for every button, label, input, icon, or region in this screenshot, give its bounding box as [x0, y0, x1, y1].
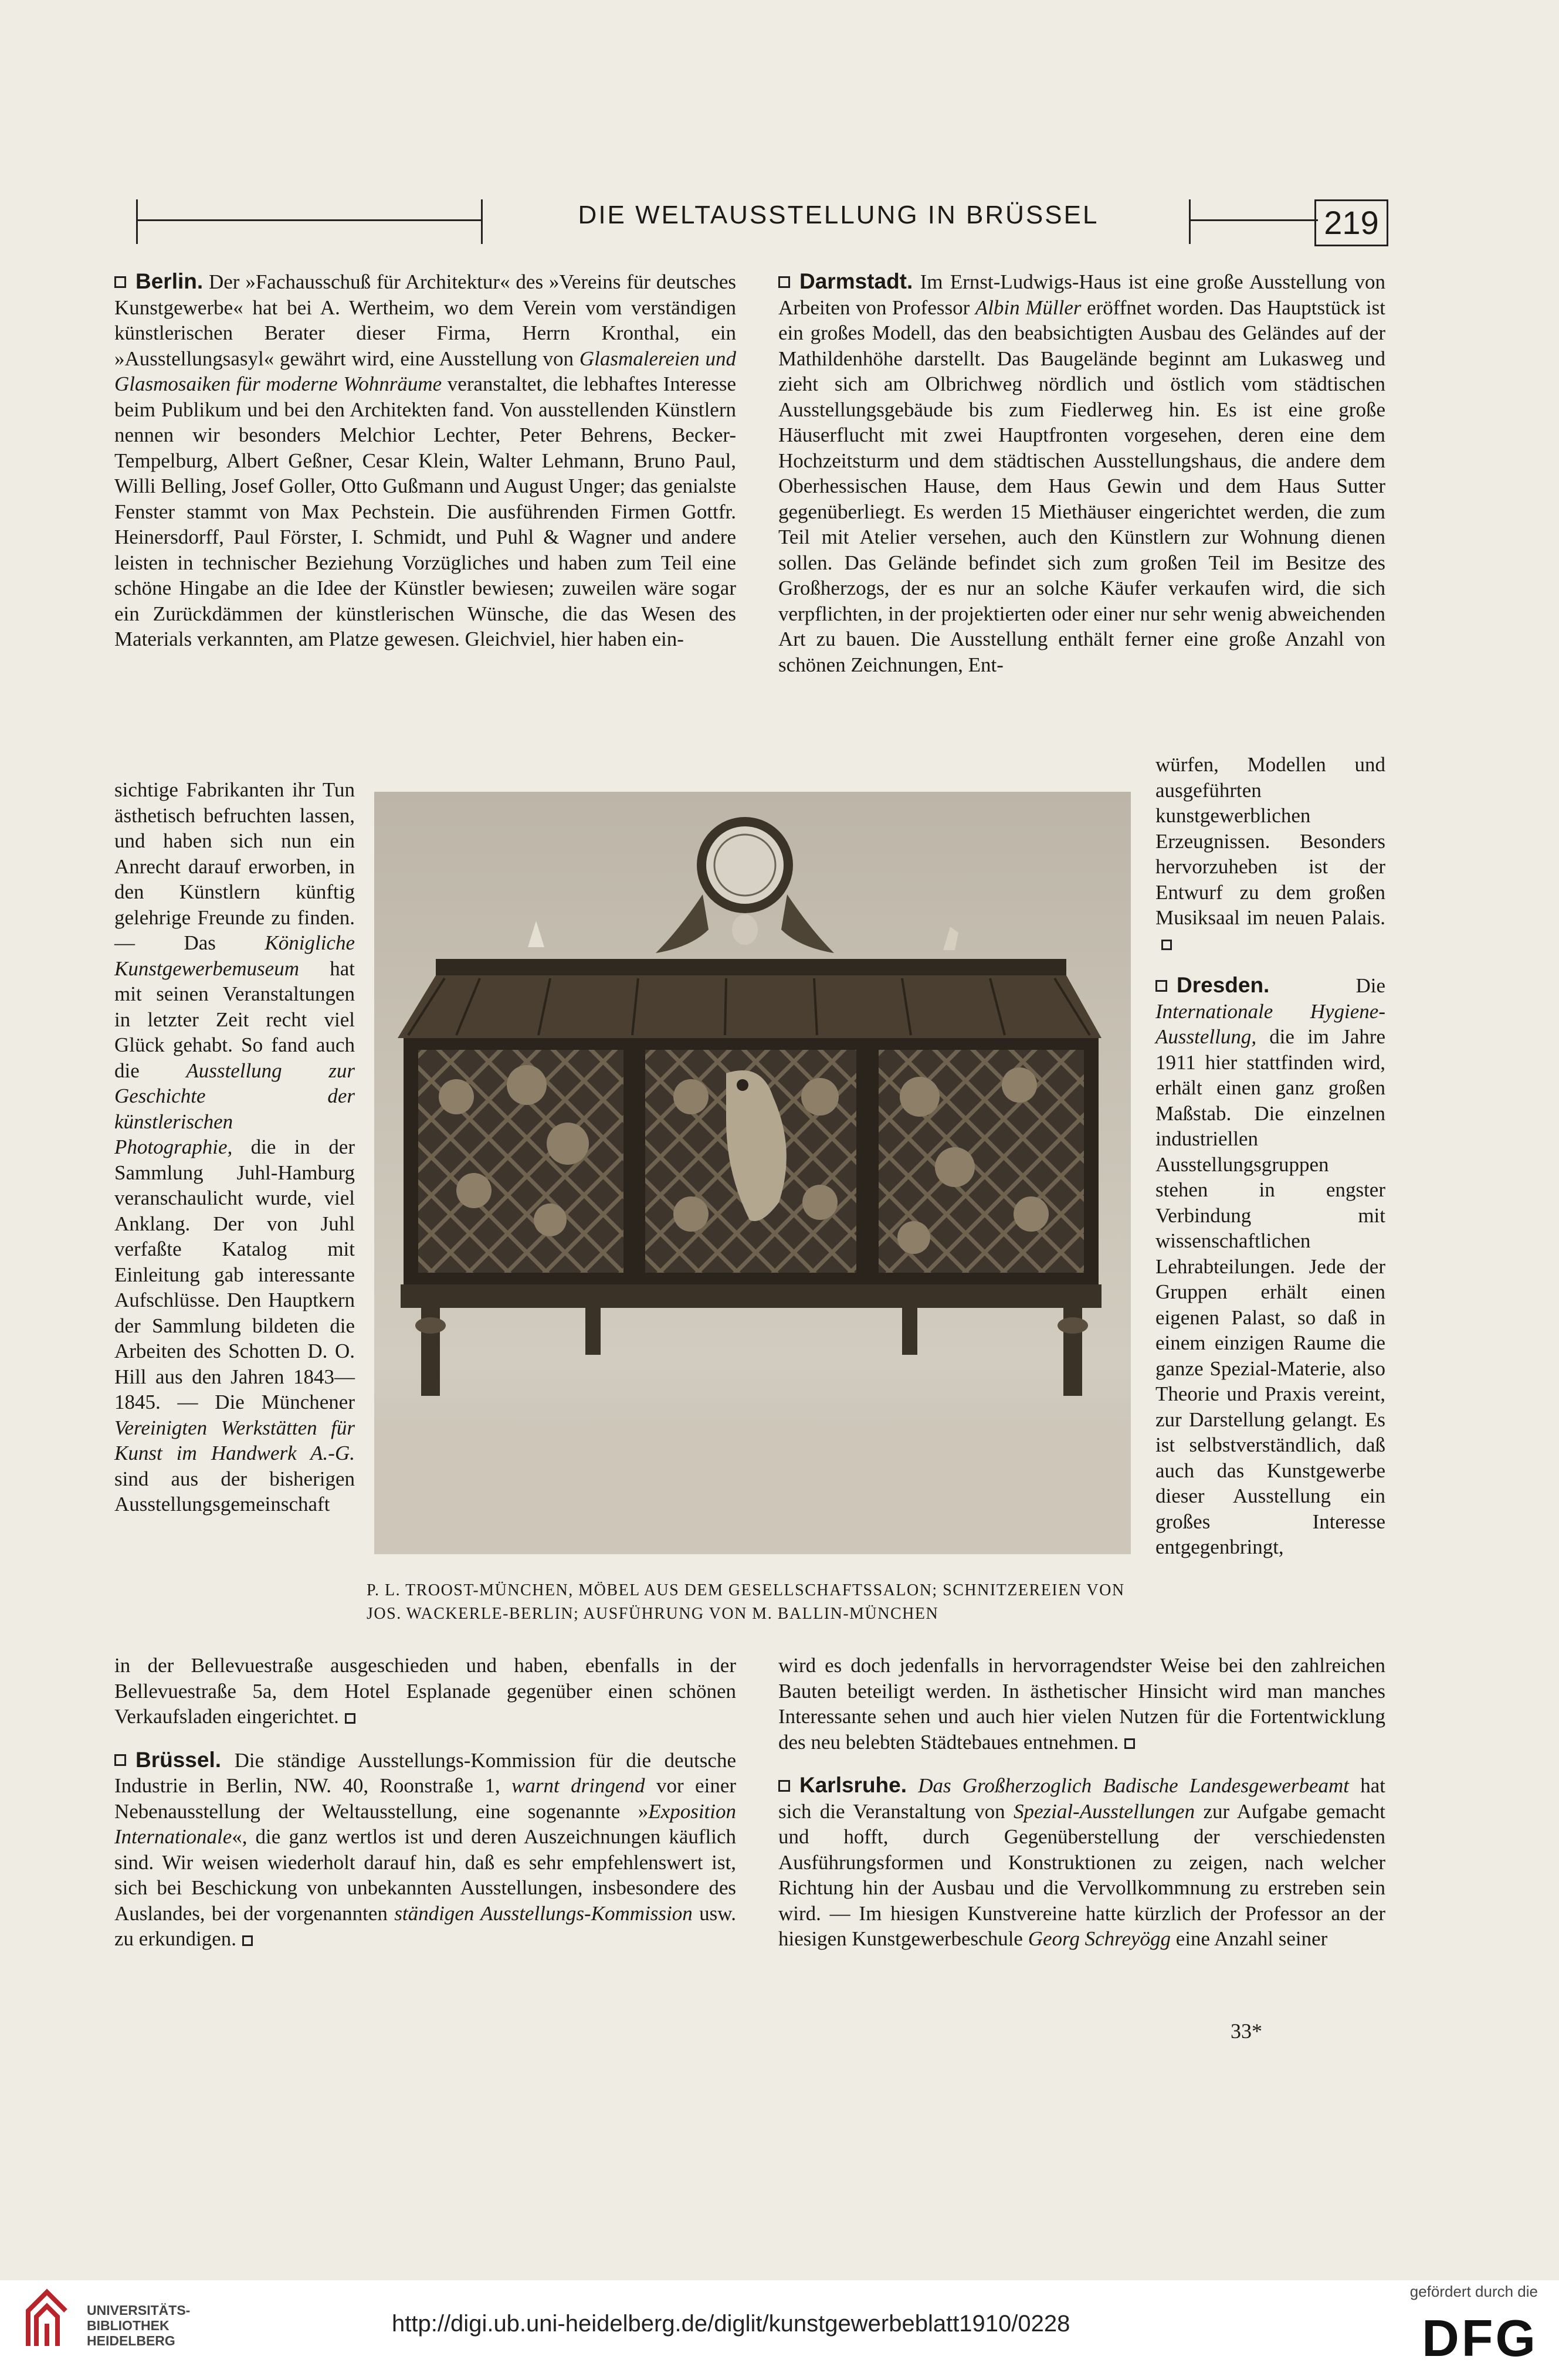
section-marker-icon: [1155, 980, 1167, 992]
funding-note: gefördert durch die: [1409, 2283, 1538, 2300]
emphasis-text: Albin Müller: [975, 296, 1082, 319]
emphasis-text: Vereinigten Werkstätten für Kunst im Handwerk A.-G.: [114, 1416, 355, 1464]
digitization-footer: [0, 2280, 1559, 2380]
emphasis-text: Das Großherzoglich Badische Landesgewerbeamt: [918, 1774, 1350, 1797]
column-left-narrow: [114, 777, 355, 1517]
paragraph-text: die in der Sammlung Juhl-Hamburg veranschaulicht wurde, viel Anklang. Der von Juhl verfaßte Katalog mit Einleitung gab interessante Aufschlüsse. Den Hauptkern der Sammlung bildeten die Arbeiten des Schotten D. O. Hill aus den Jahren 1843—1845. — Die Münchener: [114, 1135, 355, 1413]
library-name-line: UNIVERSITÄTS-: [87, 2303, 191, 2318]
section-heading-bruessel: Brüssel.: [135, 1747, 222, 1772]
library-name-line: BIBLIOTHEK: [87, 2318, 170, 2333]
paragraph-text: Die ständige Ausstellungs-Kommission für die deutsche Industrie in Berlin, NW. 40, Roonstraße 1,: [114, 1748, 736, 1797]
signature-mark: 33*: [1231, 2019, 1262, 2043]
header-rule-bar: [481, 199, 483, 244]
library-name-line: HEIDELBERG: [87, 2333, 175, 2348]
section-end-icon: [242, 1935, 253, 1946]
paragraph-text: veranstaltet, die lebhaftes Interesse beim Publikum und bei den Architekten fand. Von ausstellenden Künstlern nennen wir besonders Melchior Lechter, Peter Behrens, Becker-Tempelburg, Albert Geßner, Cesar Klein, Walter Lehmann, Bruno Paul, Willi Belling, Josef Goller, Otto Gußmann und August Unger; das genialste Fenster stammt von Max Pechstein. Die ausführenden Firmen Gottfr. Heinersdorff, Paul Förster, I. Schmidt, und Puhl & Wagner und andere leisten in technischer Beziehung Vorzügliches und haben zum Teil eine schöne Hingabe an die Idee der Künstler bewiesen; zuweilen wäre sogar ein Zurückdämmen der künstlerischen Wünsche, die das Wesen des Materials verkannten, am Platze gewesen. Gleichviel, hier haben ein-: [114, 372, 737, 650]
paragraph-text: würfen, Modellen und ausgeführten kunstgewerblichen Erzeugnissen. Besonders hervorzuheben ist der Entwurf zu dem großen Musiksaal im neuen Palais.: [1155, 753, 1385, 929]
paragraph-text: vor einer Nebenausstellung der Weltausstellung, eine sogenannte »: [114, 1774, 737, 1823]
university-library-logo-icon: [22, 2287, 72, 2351]
emphasis-text: Ausstellung zur Geschichte der künstlerischen Photographie,: [114, 1059, 355, 1158]
permalink-url[interactable]: http://digi.ub.uni-heidelberg.de/diglit/kunstgewerbeblatt1910/0228: [392, 2311, 1070, 2337]
section-heading-dresden: Dresden.: [1177, 973, 1270, 997]
section-heading-karlsruhe: Karlsruhe.: [799, 1773, 907, 1797]
section-marker-icon: [778, 276, 790, 288]
paragraph-text: zur Aufgabe gemacht und hofft, durch Gegenüberstellung der verschiedensten Ausführungsformen und Konstruktionen zu zeigen, nach welcher Richtung hin der Ausbau und die Vervollkommnung zu erstreben sein wird. — Im hiesigen Kunstvereine hatte kürzlich der Professor an der hiesigen Kunstgewerbeschule: [778, 1799, 1386, 1950]
section-end-icon: [345, 1713, 355, 1724]
emphasis-text: Georg Schreyögg: [1028, 1927, 1171, 1950]
emphasis-text: Exposition Internationale: [114, 1799, 736, 1848]
paragraph-text: hat mit seinen Veranstaltungen in letzter Zeit recht viel Glück gehabt. So fand auch die: [114, 957, 355, 1082]
section-marker-icon: [778, 1780, 790, 1792]
paragraph-text: eröffnet worden. Das Hauptstück ist ein großes Modell, das den beabsichtigten Ausbau des Geländes auf der Mathildenhöhe darstellt. Das Baugelände beginnt am Lukasweg und zieht sich am Olbrichweg nördlich und östlich vom städtischen Ausstellungsgebäude bis zum Fiedlerweg hin. Es ist eine große Häuserflucht mit zwei Hauptfronten vorgesehen, deren eine dem Hochzeitsturm und dem städtischen Ausstellungshaus, die andere dem Oberhessischen Hause, dem Haus Gewin und dem Haus Sutter gegenüberliegt. Es werden 15 Miethäuser eingerichtet werden, die zum Teil mit Atelier versehen, auch den Künstlern zur Wohnung dienen sollen. Das Gelände befindet sich zum großen Teil im Besitze des Großherzogs, der es nur an solche Käufer verkaufen wird, die sich verpflichten, in der projektierten oder einer nur sehr wenig abweichenden Art zu bauen. Die Ausstellung enthält ferner eine große Anzahl von schönen Zeichnungen, Ent-: [778, 296, 1386, 676]
column-right-bottom: [778, 1653, 1385, 1952]
paragraph-text: eine Anzahl seiner: [1175, 1927, 1328, 1950]
paragraph-text: usw. zu erkundigen.: [114, 1901, 737, 1950]
paragraph-text: sind aus der bisherigen Ausstellungsgemeinschaft: [114, 1467, 355, 1516]
section-marker-icon: [114, 276, 126, 288]
emphasis-text: ständigen Ausstellungs-Kommission: [394, 1901, 693, 1925]
header-rule-left: [136, 219, 482, 221]
paragraph-text: die im Jahre 1911 hier stattfinden wird, erhält einen ganz großen Maßstab. Die einzelnen industriellen Ausstellungsgruppen stehen in engster Verbindung mit wissenschaftlichen Lehrabteilungen. Jede der Gruppen erhält einen eigenen Palast, so daß in einem einzigen Raume die ganze Spezial-Materie, also Theorie und Praxis vereint, zur Darstellung gelangt. Es ist selbstverständlich, daß auch das Kunstgewerbe dieser Ausstellung ein großes Interesse entgegenbringt,: [1155, 1025, 1385, 1558]
column-right-top: [778, 269, 1385, 677]
sideboard-illustration: [374, 792, 1131, 1554]
figure-caption: P. L. TROOST-MÜNCHEN, MÖBEL AUS DEM GESELLSCHAFTSSALON; SCHNITZEREIEN VON JOS. WACKERLE-BERLIN; AUSFÜHRUNG VON M. BALLIN-MÜNCHEN: [367, 1581, 1125, 1623]
section-end-icon: [1124, 1738, 1135, 1749]
dfg-logo: DFG: [1422, 2309, 1538, 2367]
section-end-icon: [1161, 940, 1172, 950]
paragraph-text: Die: [1355, 974, 1385, 997]
page-number: 219: [1314, 199, 1388, 246]
running-header: [136, 195, 1388, 248]
furniture-photograph: [374, 792, 1131, 1554]
section-heading-berlin: Berlin.: [135, 269, 204, 293]
column-left-bottom: [114, 1653, 736, 1952]
section-marker-icon: [114, 1754, 126, 1766]
running-title: DIE WELTAUSSTELLUNG IN BRÜSSEL: [578, 201, 1099, 229]
paragraph-text: «, die ganz wertlos ist und deren Auszeichnungen käuflich sind. Wir weisen wiederholt darauf hin, daß es sehr empfehlenswert ist, sich bei Beschickung von unbekannten Ausstellungen, insbesondere des Auslandes, bei der vorgenannten: [114, 1825, 736, 1925]
paragraph-text: Der »Fachausschuß für Architektur« des »Vereins für deutsches Kunstgewerbe« hat bei A. Wertheim, wo dem Verein vom verständigen künstlerischen Berater dieser Firma, Herrn Kronthal, ein »Ausstellungsasyl« gewährt wird, eine Ausstellung von: [114, 270, 736, 370]
emphasis-text: Glasmalereien und Glasmosaiken für moderne Wohnräume: [114, 347, 736, 395]
column-right-narrow: [1155, 752, 1385, 1560]
emphasis-text: Königliche Kunstgewerbemuseum: [114, 931, 355, 980]
paragraph-text: hat sich die Veranstaltung von: [778, 1774, 1386, 1823]
emphasis-text: Internationale Hygiene-Ausstellung,: [1155, 999, 1385, 1048]
column-left-top: [114, 269, 736, 652]
header-rule-right: [1189, 219, 1318, 221]
emphasis-text: Spezial-Ausstellungen: [1013, 1799, 1195, 1823]
paragraph-text: in der Bellevuestraße ausgeschieden und haben, ebenfalls in der Bellevuestraße 5a, dem Hotel Esplanade gegenüber einen schönen Verkaufsladen eingerichtet.: [114, 1654, 736, 1728]
paragraph-text: Im Ernst-Ludwigs-Haus ist eine große Ausstellung von Arbeiten von Professor: [778, 270, 1385, 319]
paragraph-text: wird es doch jedenfalls in hervorragendster Weise bei den zahlreichen Bauten beteiligt werden. In ästhetischer Hinsicht wird man manches Interessante sehen und auch hier vielen Nutzen für die Fortentwicklung des neu belebten Städtebaues entnehmen.: [778, 1654, 1385, 1754]
library-name: [87, 2303, 190, 2348]
paragraph-text: sichtige Fabrikanten ihr Tun ästhetisch befruchten lassen, und haben sich nun ein Anrecht darauf erworben, in den Künstlern künftig gelehrige Freunde zu finden. — Das: [114, 778, 355, 954]
header-rule-bar: [1189, 199, 1191, 244]
header-rule-bar: [136, 199, 138, 244]
section-heading-darmstadt: Darmstadt.: [799, 269, 913, 293]
emphasis-text: warnt dringend: [511, 1774, 645, 1797]
